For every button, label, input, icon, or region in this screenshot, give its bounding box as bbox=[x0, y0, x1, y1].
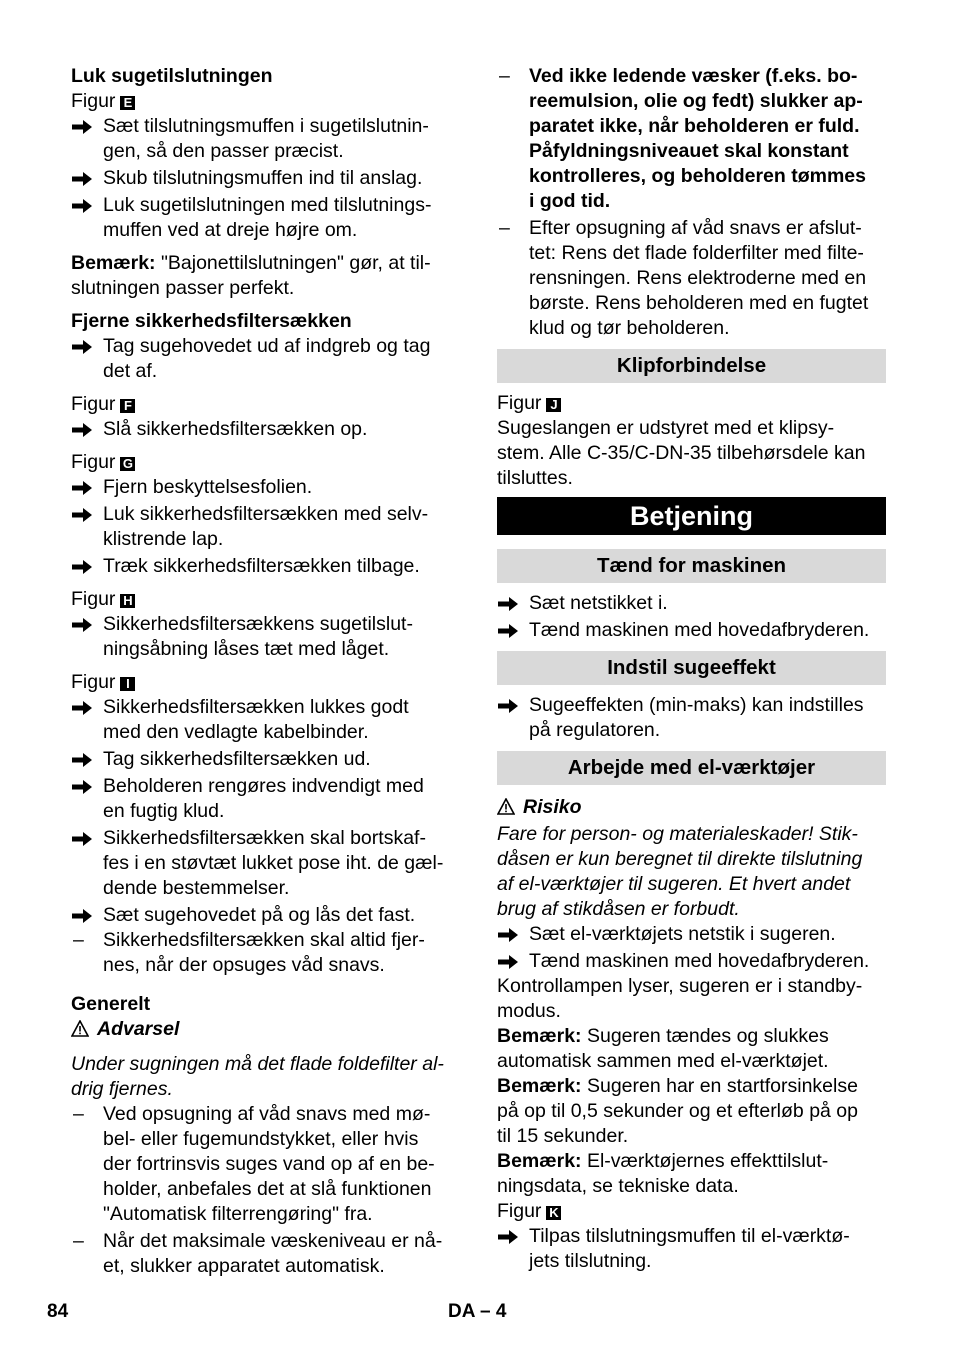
steps-f bbox=[71, 417, 461, 442]
note-b: Bemærk: Sugeren har en startforsinkelse på op til 0,5 sekunder og et efterløb på op til 15 sekunder. bbox=[497, 1075, 858, 1147]
step-text: Sæt sugehovedet på og lås det fast. bbox=[103, 904, 416, 926]
step-text: nes, når der opsuges våd snavs. bbox=[103, 954, 385, 976]
figure-ref-i: Figur I bbox=[71, 670, 461, 695]
step-item bbox=[71, 826, 461, 901]
step-text: Sikkerhedsfiltersækken lukkes godt bbox=[103, 696, 409, 718]
steps-e bbox=[71, 114, 461, 243]
note-c: Bemærk: El-værktøjernes effekttilslut- ningsdata, se tekniske data. bbox=[497, 1150, 829, 1197]
step-item bbox=[71, 774, 461, 824]
step-text: Tænd maskinen med hovedafbryderen. bbox=[529, 619, 870, 641]
left-column bbox=[71, 64, 461, 1279]
step-text: Sikkerhedsfiltersækkens sugetilslut- bbox=[103, 613, 413, 635]
step-text: bel- eller fugemundstykket, eller hvis bbox=[103, 1128, 419, 1150]
step-text: Sæt netstikket i. bbox=[529, 592, 668, 614]
right-column bbox=[497, 64, 886, 1274]
heading-luk-sugetilslutningen: Luk sugetilslutningen bbox=[71, 65, 273, 87]
step-text: Luk sugetilslutningen med tilslutnings- bbox=[103, 194, 432, 216]
step-text: Når det maksimale væskeniveau er nå- bbox=[103, 1230, 443, 1252]
steps-indstil bbox=[497, 693, 886, 743]
risk-text: Fare for person- og materialeskader! Stik- dåsen er kun beregnet til direkte tilslutning af el-værktøjer til sugeren. Et hvert andet brug af stikdåsen er forbudt. bbox=[497, 823, 863, 920]
step-text: dende bestemmelser. bbox=[103, 877, 290, 899]
step-text: en fugtig klud. bbox=[103, 800, 225, 822]
step-text: Tænd maskinen med hovedafbryderen. bbox=[529, 950, 870, 972]
step-text: Sæt el-værktøjets netstik i sugeren. bbox=[529, 923, 836, 945]
step-item bbox=[71, 475, 461, 500]
step-text: Tag sugehovedet ud af indgreb og tag bbox=[103, 335, 431, 357]
klip-text: Sugeslangen er udstyret med et klipsy- stem. Alle C-35/C-DN-35 tilbehørsdele kan tilsluttes. bbox=[497, 417, 866, 489]
step-item bbox=[497, 693, 886, 743]
step-text: fes i en støvtæt lukket pose iht. de gæl- bbox=[103, 852, 444, 874]
dash-item-bold: – Ved ikke ledende væsker (f.eks. bo- reemulsion, olie og fedt) slukker ap- paratet ikke, når beholderen er fuld. Påfyldningsniveauet skal konstant kontrolleres, og beholderen tømmes i god tid. bbox=[499, 65, 866, 212]
figure-badge: F bbox=[120, 399, 135, 413]
step-text: Træk sikkerhedsfiltersækken tilbage. bbox=[103, 555, 420, 577]
step-text: Beholderen rengøres indvendigt med bbox=[103, 775, 424, 797]
steps-k bbox=[497, 1224, 886, 1274]
step-item bbox=[497, 949, 886, 974]
figure-ref-f: Figur F bbox=[71, 392, 461, 417]
figure-ref-g: Figur G bbox=[71, 450, 461, 475]
step-item bbox=[71, 114, 461, 164]
warning-label: Advarsel bbox=[97, 1018, 180, 1040]
figure-badge: J bbox=[546, 398, 561, 412]
dash-item bbox=[71, 928, 461, 978]
chapter-bar-betjening: Betjening bbox=[497, 497, 886, 535]
step-text: klistrende lap. bbox=[103, 528, 224, 550]
warning-header bbox=[71, 1017, 461, 1044]
figure-badge: E bbox=[120, 96, 135, 110]
dash-item-efter: – Efter opsugning af våd snavs er afslut- tet: Rens det flade folderfilter med filte- rensningen. Rens elektroderne med en børste. Rens beholderen med en fugtet klud og tør beholderen. bbox=[499, 217, 869, 339]
steps-pre-f bbox=[71, 334, 461, 384]
step-item bbox=[71, 612, 461, 662]
kontrol-text: Kontrollampen lyser, sugeren er i standby- modus. bbox=[497, 975, 863, 1022]
step-text: et, slukker apparatet automatisk. bbox=[103, 1255, 385, 1277]
step-text: Tag sikkerhedsfiltersækken ud. bbox=[103, 748, 371, 770]
step-text: Tilpas tilslutningsmuffen til el-værktø- bbox=[529, 1225, 850, 1247]
figure-ref-e: Figur E bbox=[71, 89, 461, 114]
step-text: Sikkerhedsfiltersækken skal bortskaf- bbox=[103, 827, 426, 849]
steps-arbejde bbox=[497, 922, 886, 974]
step-text: Fjern beskyttelsesfolien. bbox=[103, 476, 313, 498]
figure-badge: H bbox=[120, 594, 135, 608]
step-item bbox=[71, 166, 461, 191]
step-text: "Automatisk filterrengøring" fra. bbox=[103, 1203, 373, 1225]
risk-header bbox=[497, 795, 886, 822]
warning-triangle-icon bbox=[71, 1019, 89, 1044]
step-text: på regulatoren. bbox=[529, 719, 661, 741]
dash-generelt bbox=[71, 1102, 461, 1279]
step-item bbox=[71, 695, 461, 745]
heading-fjerne-sikkerhedsfiltersaekken: Fjerne sikkerhedsfiltersækken bbox=[71, 310, 352, 332]
section-label: DA – 4 bbox=[448, 1301, 507, 1322]
section-bar-taend: Tænd for maskinen bbox=[497, 549, 886, 583]
step-text: det af. bbox=[103, 360, 158, 382]
step-item bbox=[71, 903, 461, 928]
dash-item bbox=[71, 1102, 461, 1227]
section-bar-indstil: Indstil sugeeffekt bbox=[497, 651, 886, 685]
step-item bbox=[71, 502, 461, 552]
step-text: Sugeeffekten (min-maks) kan indstilles bbox=[529, 694, 864, 716]
step-text: Sikkerhedsfiltersækken skal altid fjer- bbox=[103, 929, 425, 951]
heading-generelt: Generelt bbox=[71, 993, 151, 1015]
steps-g bbox=[71, 475, 461, 579]
step-text: muffen ved at dreje højre om. bbox=[103, 219, 358, 241]
step-text: gen, så den passer præcist. bbox=[103, 140, 344, 162]
dash-marker: – bbox=[499, 65, 510, 87]
step-text: Slå sikkerhedsfiltersækken op. bbox=[103, 418, 368, 440]
step-item bbox=[497, 618, 886, 643]
warning-triangle-icon bbox=[497, 797, 515, 822]
figure-ref-j: Figur J bbox=[497, 391, 886, 416]
step-text: der fortrinsvis suges vand op af en be- bbox=[103, 1153, 435, 1175]
steps-taend bbox=[497, 591, 886, 643]
step-text: Ved opsugning af våd snavs med mø- bbox=[103, 1103, 431, 1125]
step-text: holder, anbefales det at slå funktionen bbox=[103, 1178, 432, 1200]
dash-item bbox=[71, 1229, 461, 1279]
step-text: Luk sikkerhedsfiltersækken med selv- bbox=[103, 503, 429, 525]
note-a: Bemærk: Sugeren tændes og slukkes automatisk sammen med el-værktøjet. bbox=[497, 1025, 829, 1072]
steps-i bbox=[71, 695, 461, 928]
step-text: Skub tilslutningsmuffen ind til anslag. bbox=[103, 167, 423, 189]
page-number: 84 bbox=[47, 1301, 69, 1322]
dash-marker: – bbox=[73, 929, 84, 951]
dash-marker: – bbox=[499, 217, 510, 239]
dash-marker: – bbox=[73, 1230, 84, 1252]
step-item bbox=[497, 922, 886, 947]
step-item bbox=[71, 554, 461, 579]
dash-i bbox=[71, 928, 461, 978]
figure-badge: G bbox=[120, 457, 135, 471]
step-item bbox=[71, 334, 461, 384]
step-text: ningsåbning låses tæt med låget. bbox=[103, 638, 390, 660]
step-item bbox=[71, 747, 461, 772]
step-item bbox=[497, 1224, 886, 1274]
figure-badge: I bbox=[120, 677, 135, 691]
step-text: jets tilslutning. bbox=[529, 1250, 652, 1272]
note-bajonet: Bemærk: "Bajonettilslutningen" gør, at til- slutningen passer perfekt. bbox=[71, 252, 431, 299]
section-bar-klipforbindelse: Klipforbindelse bbox=[497, 349, 886, 383]
step-item bbox=[71, 417, 461, 442]
figure-ref-h: Figur H bbox=[71, 587, 461, 612]
step-text: Sæt tilslutningsmuffen i sugetilslutnin- bbox=[103, 115, 429, 137]
section-bar-arbejde: Arbejde med el-værktøjer bbox=[497, 751, 886, 785]
risk-label: Risiko bbox=[523, 796, 582, 818]
steps-h bbox=[71, 612, 461, 662]
step-text: med den vedlagte kabelbinder. bbox=[103, 721, 369, 743]
step-item bbox=[71, 193, 461, 243]
warning-text: Under sugningen må det flade foldefilter al- drig fjernes. bbox=[71, 1053, 444, 1100]
step-item bbox=[497, 591, 886, 616]
figure-ref-k: Figur K bbox=[497, 1199, 886, 1224]
figure-badge: K bbox=[546, 1206, 561, 1220]
dash-marker: – bbox=[73, 1103, 84, 1125]
